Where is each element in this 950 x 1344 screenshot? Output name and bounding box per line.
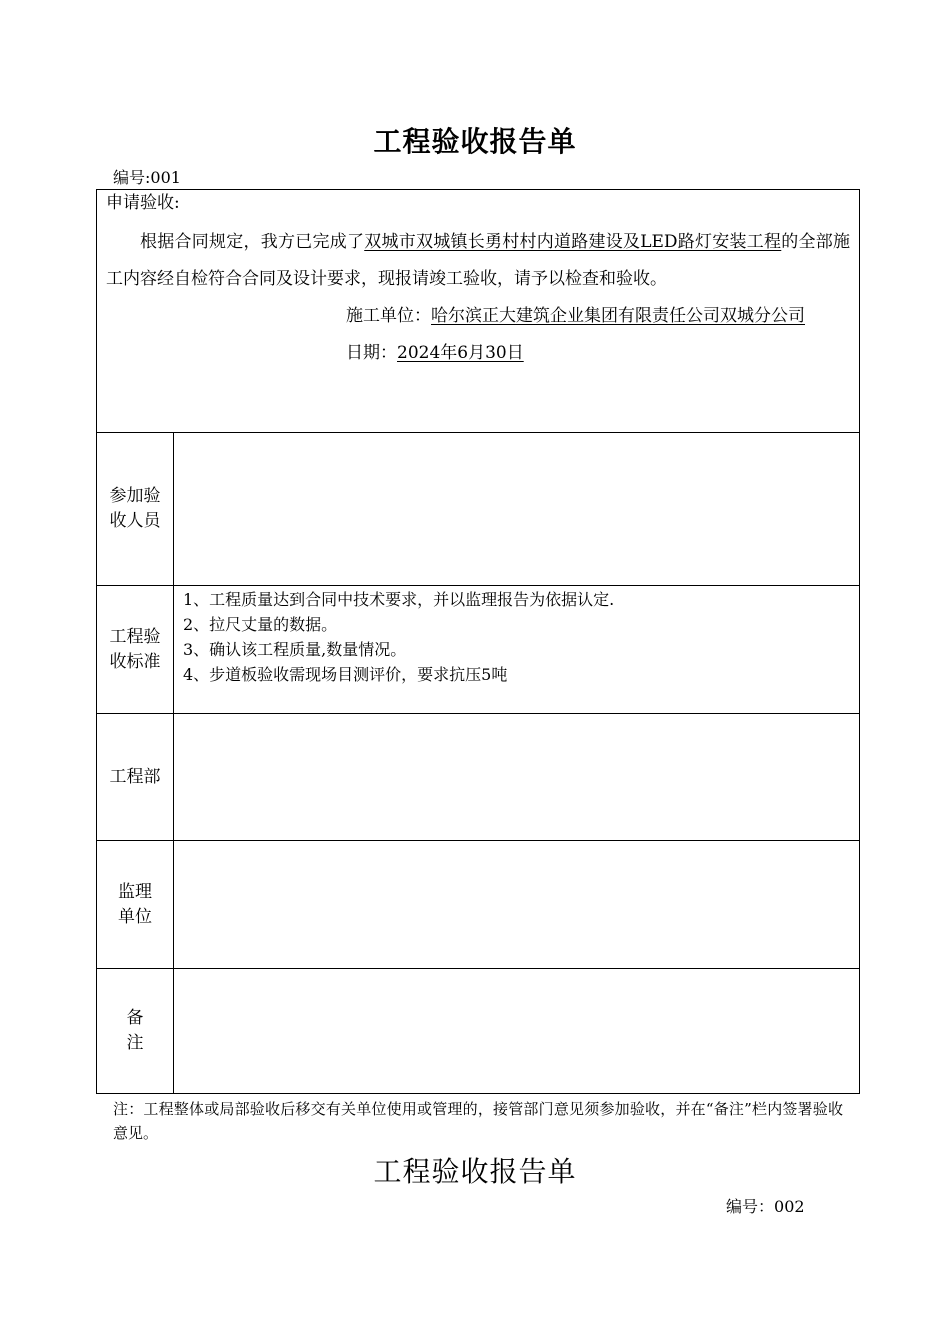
application-body-suffix: 的全部施工内容经自检符合合同及设计要求，现报请竣工验收，请予以检查和验收。	[106, 232, 851, 289]
standard-list	[174, 586, 860, 714]
supervision-field[interactable]	[174, 841, 860, 969]
application-body-prefix: 根据合同规定，我方已完成了	[140, 232, 365, 252]
application-body	[106, 224, 850, 298]
contractor-line	[106, 298, 850, 335]
date-value: 2024年6月30日	[397, 343, 524, 363]
serial-value: 001	[150, 168, 181, 187]
acceptance-form-table	[96, 189, 860, 1094]
serial-label: 编号:	[113, 168, 151, 187]
contractor-label: 施工单位：	[346, 306, 431, 326]
application-heading: 申请验收:	[106, 193, 180, 213]
participants-field[interactable]	[174, 433, 860, 586]
second-serial-number	[726, 1194, 805, 1217]
second-page-title: 工程验收报告单	[373, 1155, 577, 1188]
engineering-dept-field[interactable]	[174, 714, 860, 841]
standard-label: 工程验收标准	[97, 586, 174, 714]
project-name: 双城市双城镇长勇村村内道路建设及LED路灯安装工程	[364, 232, 782, 252]
second-serial-label: 编号：	[726, 1197, 775, 1216]
engineering-dept-row	[97, 714, 860, 841]
standard-item: 3、确认该工程质量,数量情况。	[183, 640, 407, 659]
second-serial-value: 002	[774, 1197, 805, 1216]
supervision-row	[97, 841, 860, 969]
participants-label: 参加验收人员	[97, 433, 174, 586]
application-row	[97, 190, 860, 433]
standard-item: 4、步道板验收需现场目测评价，要求抗压5吨	[183, 665, 508, 684]
footnote: 注：工程整体或局部验收后移交有关单位使用或管理的，接管部门意见须参加验收，并在“备注”栏内签署验收意见。	[113, 1100, 843, 1142]
participants-row	[97, 433, 860, 586]
page-title: 工程验收报告单	[373, 125, 577, 158]
remarks-row	[97, 969, 860, 1094]
date-label: 日期：	[346, 343, 397, 363]
date-line	[106, 335, 850, 372]
application-cell	[97, 190, 860, 433]
standard-item: 2、拉尺丈量的数据。	[183, 615, 338, 634]
standard-row	[97, 586, 860, 714]
contractor-name: 哈尔滨正大建筑企业集团有限责任公司双城分公司	[431, 306, 805, 326]
supervision-label: 监理单位	[97, 841, 174, 969]
remarks-label: 备注	[97, 969, 174, 1094]
standard-item: 1、工程质量达到合同中技术要求，并以监理报告为依据认定.	[183, 590, 615, 609]
engineering-dept-label: 工程部	[97, 714, 174, 841]
remarks-field[interactable]	[174, 969, 860, 1094]
serial-number	[113, 165, 181, 188]
